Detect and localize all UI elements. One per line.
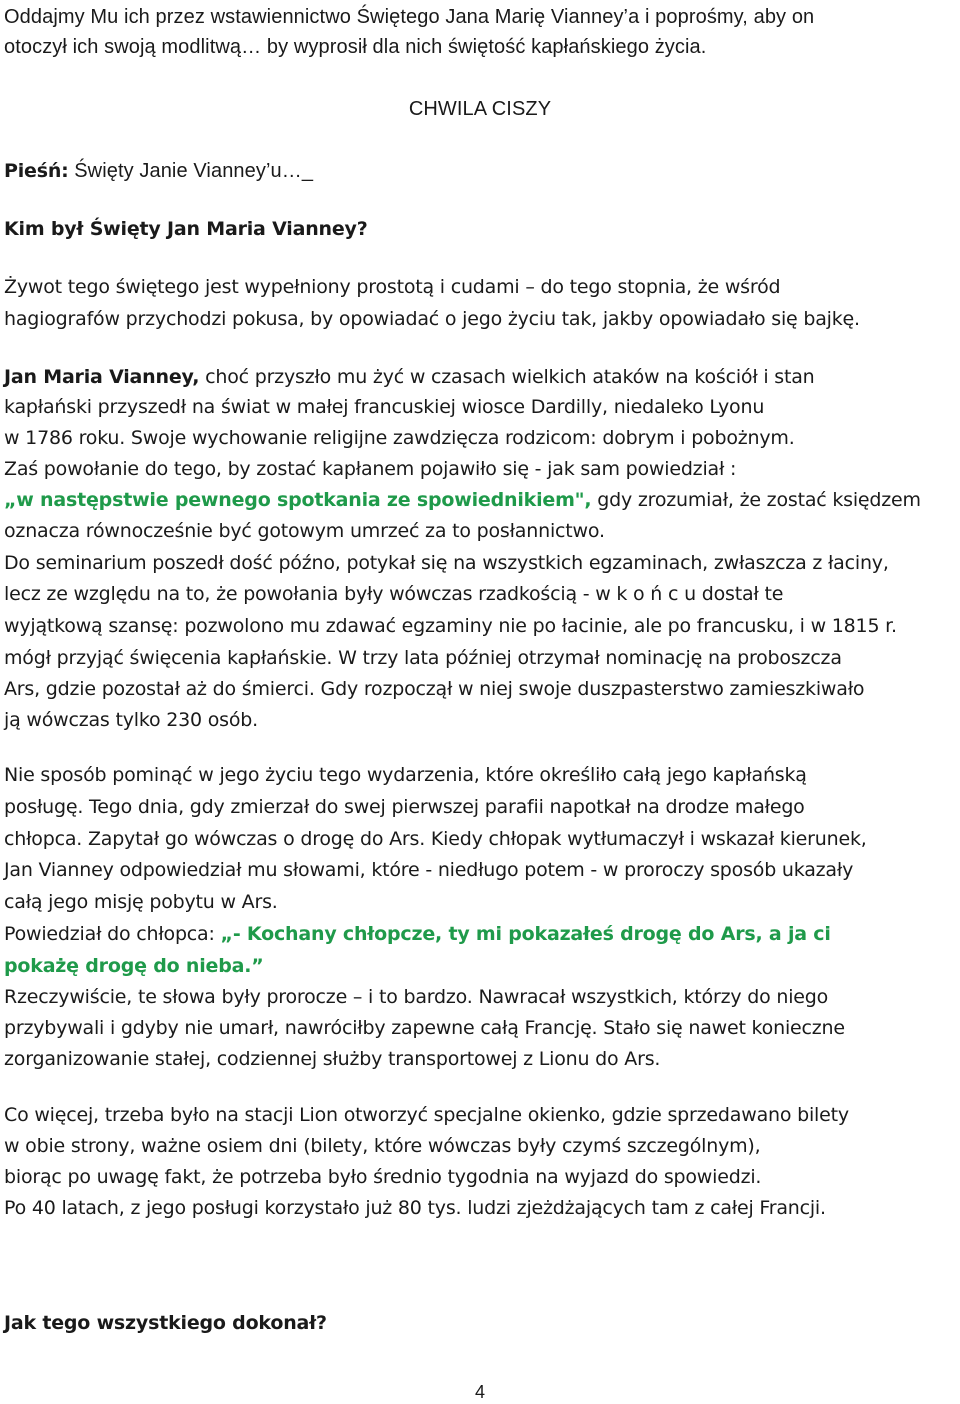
p3-line-4: mógł przyjąć święcenia kapłańskie. W trzy lata później otrzymał nominację na proboszcza [4, 647, 842, 669]
p2-line-3: w 1786 roku. Swoje wychowanie religijne zawdzięcza rodzicom: dobrym i pobożnym. [4, 427, 795, 449]
p2-name: Jan Maria Vianney, [4, 366, 200, 388]
p2-line-1 [4, 364, 815, 390]
p2-line-5 [4, 487, 921, 513]
p6-line-3: biorąc po uwagę fakt, że potrzeba było średnio tygodnia na wyjazd do spowiedzi. [4, 1166, 762, 1188]
intro-line-2: otoczył ich swoją modlitwą… by wyprosił dla nich świętość kapłańskiego życia. [4, 36, 707, 58]
song-label: Pieśń: [4, 160, 69, 182]
p2-line-2: kapłański przyszedł na świat w małej francuskiej wiosce Dardilly, niedaleko Lyonu [4, 396, 765, 418]
p4-line-1: Nie sposób pominąć w jego życiu tego wydarzenia, które określiło całą jego kapłańską [4, 764, 807, 786]
question-heading-1: Kim był Święty Jan Maria Vianney? [4, 218, 368, 240]
p4-quote-2: pokażę drogę do nieba.” [4, 955, 264, 977]
p4-line-4: Jan Vianney odpowiedział mu słowami, które - niedługo potem - w proroczy sposób ukazały [4, 859, 854, 881]
question-heading-2: Jak tego wszystkiego dokonał? [4, 1312, 327, 1334]
p3-line-2: lecz ze względu na to, że powołania były wówczas rzadkością - w k o ń c u dostał te [4, 583, 784, 605]
p4-said: Powiedział do chłopca: [4, 923, 221, 945]
p2-quote: „w następstwie pewnego spotkania ze spowiednikiem", [4, 489, 592, 511]
song-line [4, 158, 313, 184]
page-number: 4 [474, 1382, 485, 1402]
p4-line-3: chłopca. Zapytał go wówczas o drogę do Ars. Kiedy chłopak wytłumaczył i wskazał kierunek, [4, 828, 867, 850]
song-title: Święty Janie Vianney’u…_ [68, 160, 314, 182]
intro-line-1: Oddajmy Mu ich przez wstawiennictwo Świętego Jana Marię Vianney’a i poprośmy, aby on [4, 6, 815, 28]
p3-line-5: Ars, gdzie pozostał aż do śmierci. Gdy rozpoczął w niej swoje duszpasterstwo zamieszkiwało [4, 678, 865, 700]
silence-heading: CHWILA CISZY [408, 98, 552, 120]
p2-line-1-rest: choć przyszło mu żyć w czasach wielkich ataków na kościół i stan [199, 366, 815, 388]
p4-line-2: posługę. Tego dnia, gdy zmierzał do swej pierwszej parafii napotkał na drodze małego [4, 796, 805, 818]
p3-line-6: ją wówczas tylko 230 osób. [4, 709, 258, 731]
p6-line-1: Co więcej, trzeba było na stacji Lion otworzyć specjalne okienko, gdzie sprzedawano bilety [4, 1104, 849, 1126]
p2-line-6: oznacza równocześnie być gotowym umrzeć za to posłannictwo. [4, 520, 605, 542]
p5-line-3: zorganizowanie stałej, codziennej służby transportowej z Lionu do Ars. [4, 1048, 661, 1070]
p5-line-2: przybywali i gdyby nie umarł, nawróciłby zapewne całą Francję. Stało się nawet konieczne [4, 1017, 845, 1039]
p5-line-1: Rzeczywiście, te słowa były prorocze – i to bardzo. Nawracał wszystkich, którzy do niego [4, 986, 829, 1008]
p1-line-1: Żywot tego świętego jest wypełniony prostotą i cudami – do tego stopnia, że wśród [4, 276, 781, 298]
p4-line-5: całą jego misję pobytu w Ars. [4, 891, 278, 913]
p1-line-2: hagiografów przychodzi pokusa, by opowiadać o jego życiu tak, jakby opowiadało się bajkę. [4, 308, 860, 330]
p3-line-3: wyjątkową szansę: pozwolono mu zdawać egzaminy nie po łacinie, ale po francusku, i w 1815 r. [4, 615, 897, 637]
p3-line-1: Do seminarium poszedł dość późno, potykał się na wszystkich egzaminach, zwłaszcza z łaciny, [4, 552, 889, 574]
p6-line-2: w obie strony, ważne osiem dni (bilety, które wówczas były czymś szczególnym), [4, 1135, 761, 1157]
p6-line-4: Po 40 latach, z jego posługi korzystało już 80 tys. ludzi zjeżdżających tam z całej Francji. [4, 1197, 826, 1219]
p4-line-6 [4, 921, 831, 947]
p4-quote-1: „- Kochany chłopcze, ty mi pokazałeś drogę do Ars, a ja ci [220, 923, 831, 945]
p2-line-5-rest: gdy zrozumiał, że zostać księdzem [591, 489, 921, 511]
p2-line-4: Zaś powołanie do tego, by zostać kapłanem pojawiło się - jak sam powiedział : [4, 458, 737, 480]
